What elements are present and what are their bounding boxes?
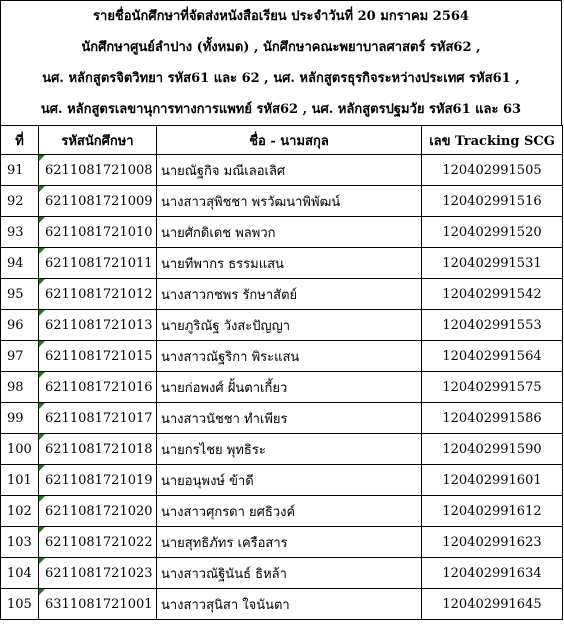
student-id-cell (39, 558, 157, 589)
student-id-cell-text: 6211081721008 (45, 162, 153, 178)
row-number (1, 155, 39, 186)
row-number (1, 248, 39, 279)
student-name-cell-text: นายณัฐกิจ มณีเลอเลิศ (161, 163, 286, 179)
student-id-cell-text: 6211081721015 (45, 348, 153, 364)
student-name-cell (157, 465, 422, 496)
header-subtitle-2: นศ. หลักสูตรจิตวิทยา รหัส61 และ 62 , นศ. หลักสูตรธุรกิจระหว่างประเทศ รหัส61 , (42, 71, 520, 86)
table-row (1, 403, 563, 434)
tracking-number-cell (422, 527, 563, 558)
table-row (1, 310, 563, 341)
student-name-cell-text: นายก่อพงศ์ ฝั้นตาเกี้ยว (161, 380, 288, 396)
student-name-cell-text: นางสาวณัฐินันธ์ ธิหล้า (161, 566, 287, 582)
cell-warning-flag-icon (39, 310, 45, 316)
cell-warning-flag-icon (39, 279, 45, 285)
row-number (1, 186, 39, 217)
row-number-text: 98 (7, 379, 24, 395)
tracking-number-cell-text: 120402991634 (442, 565, 542, 581)
student-id-cell-text: 6211081721010 (45, 224, 153, 240)
row-number-text: 96 (7, 317, 24, 333)
student-id-cell (39, 589, 157, 620)
student-id-cell (39, 403, 157, 434)
student-id-cell (39, 186, 157, 217)
tracking-number-cell-text: 120402991564 (442, 348, 542, 364)
cell-warning-flag-icon (39, 186, 45, 192)
row-number (1, 558, 39, 589)
tracking-number-cell (422, 217, 563, 248)
table-row (1, 155, 563, 186)
cell-warning-flag-icon (39, 465, 45, 471)
row-number (1, 310, 39, 341)
table-row (1, 434, 563, 465)
tracking-number-cell-text: 120402991516 (442, 193, 542, 209)
tracking-number-cell (422, 341, 563, 372)
student-name-cell (157, 310, 422, 341)
tracking-number-cell-text: 120402991531 (442, 255, 542, 271)
student-name-cell-text: นายอนุพงษ์ ข้าดี (161, 473, 254, 489)
student-name-cell (157, 496, 422, 527)
table-row (1, 217, 563, 248)
student-name-cell (157, 403, 422, 434)
cell-warning-flag-icon (39, 248, 45, 254)
row-number-text: 94 (7, 255, 24, 271)
tracking-number-cell (422, 248, 563, 279)
student-name-cell-text: นางสาวศุกรดา ยศธิวงค์ (161, 504, 296, 520)
row-number (1, 527, 39, 558)
tracking-number-cell-text: 120402991505 (442, 162, 542, 178)
student-name-cell (157, 248, 422, 279)
student-id-cell (39, 434, 157, 465)
student-name-cell-text: นายภูริณัฐ วังสะปัญญา (161, 318, 290, 334)
tracking-number-cell (422, 465, 563, 496)
table-row (1, 465, 563, 496)
student-name-cell (157, 558, 422, 589)
tracking-number-cell (422, 403, 563, 434)
column-header-no: ที่ (1, 126, 39, 155)
student-name-cell (157, 372, 422, 403)
row-number (1, 217, 39, 248)
student-id-cell (39, 372, 157, 403)
student-name-cell (157, 341, 422, 372)
column-header-student-id: รหัสนักศึกษา (39, 126, 157, 155)
document-header (0, 0, 562, 125)
tracking-number-cell-text: 120402991645 (442, 596, 542, 612)
tracking-number-cell-text: 120402991623 (442, 534, 542, 550)
table-row (1, 341, 563, 372)
row-number-text: 103 (7, 534, 32, 550)
tracking-number-cell (422, 279, 563, 310)
student-name-cell (157, 279, 422, 310)
student-name-cell-text: นายศักดิเดช พลพวก (161, 225, 276, 241)
table-row (1, 496, 563, 527)
student-id-cell-text: 6211081721017 (45, 410, 153, 426)
tracking-number-cell (422, 434, 563, 465)
student-name-cell-text: นางสาวกชพร รักษาสัตย์ (161, 287, 298, 303)
student-id-cell (39, 217, 157, 248)
tracking-number-cell (422, 496, 563, 527)
tracking-number-cell-text: 120402991590 (442, 441, 542, 457)
row-number-text: 102 (7, 503, 32, 519)
student-name-cell (157, 434, 422, 465)
student-name-cell-text: นางสาวสุพิชชา พรวัฒนาพิพัฒน์ (161, 194, 341, 210)
tracking-number-cell (422, 310, 563, 341)
student-id-cell (39, 465, 157, 496)
student-name-cell (157, 589, 422, 620)
student-name-cell-text: นางสาวณัฐริกา พิระแสน (161, 349, 300, 365)
row-number (1, 341, 39, 372)
column-header-tracking: เลข Tracking SCG (422, 126, 563, 155)
cell-warning-flag-icon (39, 341, 45, 347)
tracking-number-cell-text: 120402991553 (442, 317, 542, 333)
student-name-cell-text: นายกรไชย พุทธิระ (161, 442, 266, 458)
student-name-cell (157, 217, 422, 248)
row-number (1, 372, 39, 403)
table-row (1, 279, 563, 310)
tracking-number-cell (422, 589, 563, 620)
table-row (1, 248, 563, 279)
header-subtitle-3: นศ. หลักสูตรเลขานุการทางการแพทย์ รหัส62 , นศ. หลักสูตรปฐมวัย รหัส61 และ 63 (40, 102, 522, 117)
student-id-cell-text: 6211081721012 (45, 286, 153, 302)
cell-warning-flag-icon (39, 527, 45, 533)
tracking-number-cell (422, 372, 563, 403)
cell-warning-flag-icon (39, 589, 45, 595)
row-number-text: 91 (7, 162, 24, 178)
row-number (1, 403, 39, 434)
tracking-number-cell (422, 186, 563, 217)
student-id-cell-text: 6211081721011 (45, 255, 153, 271)
table-body (1, 155, 563, 620)
row-number-text: 104 (7, 565, 32, 581)
student-name-cell-text: นายสุทธิภัทร เครือสาร (161, 535, 288, 551)
cell-warning-flag-icon (39, 403, 45, 409)
row-number (1, 465, 39, 496)
column-header-name: ชื่อ - นามสกุล (157, 126, 422, 155)
table-row (1, 372, 563, 403)
table-row (1, 527, 563, 558)
student-id-cell-text: 6211081721018 (45, 441, 153, 457)
tracking-number-cell-text: 120402991586 (442, 410, 542, 426)
tracking-number-cell (422, 558, 563, 589)
student-name-cell-text: นางสาวสุนิสา ใจนันตา (161, 597, 290, 613)
student-id-cell-text: 6211081721022 (45, 534, 153, 550)
cell-warning-flag-icon (39, 496, 45, 502)
cell-warning-flag-icon (39, 434, 45, 440)
table-row (1, 589, 563, 620)
header-subtitle-1: นักศึกษาศูนย์ลำปาง (ทั้งหมด) , นักศึกษาคณะพยาบาลศาสตร์ รหัส62 , (81, 40, 481, 55)
student-name-cell-text: นางสาวนัชชา ทำเพียร (161, 411, 288, 427)
tracking-number-cell-text: 120402991542 (442, 286, 542, 302)
row-number-text: 101 (7, 472, 32, 488)
student-name-cell-text: นายทีพากร ธรรมแสน (161, 256, 284, 272)
student-id-cell-text: 6211081721020 (45, 503, 153, 519)
row-number (1, 279, 39, 310)
row-number-text: 93 (7, 224, 24, 240)
row-number-text: 100 (7, 441, 32, 457)
student-name-cell (157, 155, 422, 186)
student-id-cell-text: 6211081721009 (45, 193, 153, 209)
student-id-cell (39, 155, 157, 186)
tracking-number-cell-text: 120402991575 (442, 379, 542, 395)
student-id-cell-text: 6211081721023 (45, 565, 153, 581)
tracking-number-cell-text: 120402991520 (442, 224, 542, 240)
row-number-text: 95 (7, 286, 24, 302)
row-number (1, 496, 39, 527)
row-number-text: 105 (7, 596, 32, 612)
student-id-cell-text: 6211081721019 (45, 472, 153, 488)
row-number-text: 99 (7, 410, 24, 426)
cell-warning-flag-icon (39, 155, 45, 161)
cell-warning-flag-icon (39, 217, 45, 223)
row-number (1, 434, 39, 465)
table-row (1, 558, 563, 589)
student-id-cell (39, 341, 157, 372)
row-number-text: 92 (7, 193, 24, 209)
student-id-cell-text: 6311081721001 (45, 596, 153, 612)
table-row (1, 186, 563, 217)
student-id-cell-text: 6211081721016 (45, 379, 153, 395)
student-id-cell (39, 248, 157, 279)
student-id-cell-text: 6211081721013 (45, 317, 153, 333)
student-id-cell (39, 527, 157, 558)
cell-warning-flag-icon (39, 558, 45, 564)
shipping-table (0, 125, 563, 620)
header-title: รายชื่อนักศึกษาที่จัดส่งหนังสือเรียน ประจำวันที่ 20 มกราคม 2564 (93, 9, 469, 24)
row-number (1, 589, 39, 620)
tracking-number-cell-text: 120402991612 (442, 503, 542, 519)
row-number-text: 97 (7, 348, 24, 364)
student-name-cell (157, 527, 422, 558)
student-id-cell (39, 310, 157, 341)
student-id-cell (39, 279, 157, 310)
student-name-cell (157, 186, 422, 217)
cell-warning-flag-icon (39, 372, 45, 378)
tracking-number-cell-text: 120402991601 (442, 472, 542, 488)
table-header-row (1, 126, 563, 155)
tracking-number-cell (422, 155, 563, 186)
student-id-cell (39, 496, 157, 527)
